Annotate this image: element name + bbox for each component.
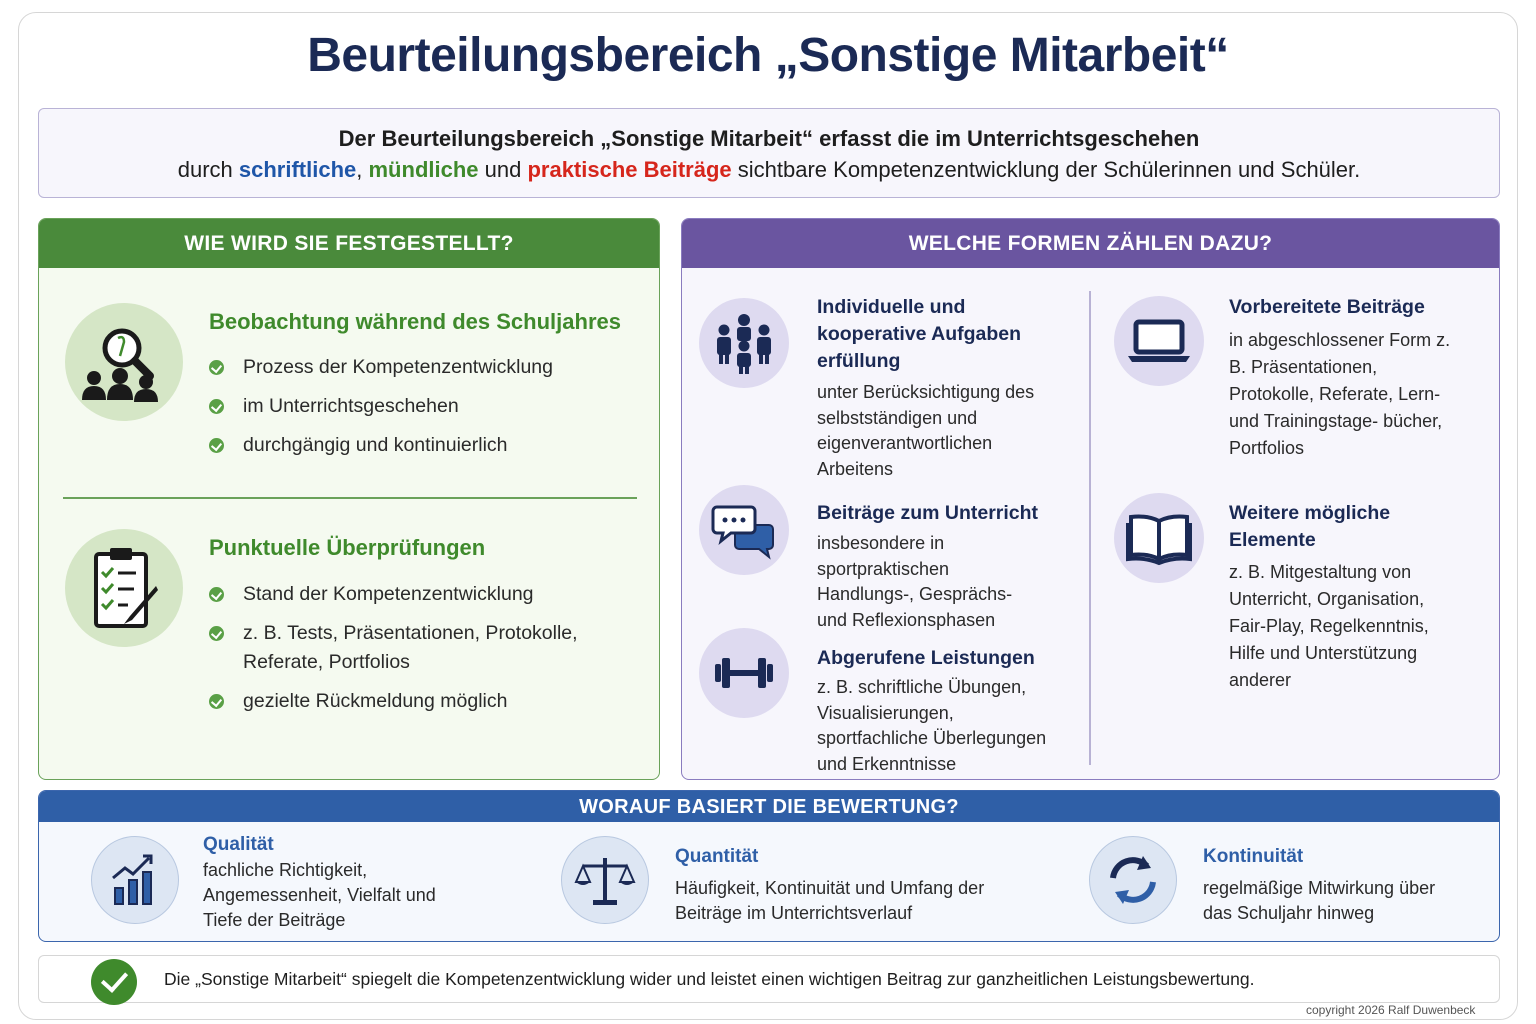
list-item — [209, 580, 629, 609]
check-bullet-icon — [209, 694, 224, 709]
requested-performance-title: Abgerufene Leistungen — [817, 647, 1035, 669]
dumbbell-icon — [699, 628, 789, 718]
check-bullet-icon — [209, 438, 224, 453]
intro-text-and: und — [478, 157, 528, 182]
checklist-clipboard-icon — [65, 529, 183, 647]
quantity-text: Häufigkeit, Kontinuität und Umfang der Beiträge im Unterrichtsverlauf — [675, 878, 985, 923]
continuity-text: regelmäßige Mitwirkung über das Schuljahr hinweg — [1203, 878, 1436, 923]
evaluation-basis-header: WORAUF BASIERT DIE BEWERTUNG? — [39, 791, 1499, 822]
column-divider — [1089, 291, 1091, 765]
quality-title: Qualität — [203, 834, 274, 855]
laptop-icon — [1114, 296, 1204, 386]
intro-text-pre: durch — [177, 157, 239, 182]
checkmark-icon — [91, 959, 137, 1005]
list-item — [209, 687, 629, 716]
list-item-text: durchgängig und kontinuierlich — [243, 434, 508, 456]
intro-text-post: sichtbare Kompetenzentwicklung der Schülerinnen und Schüler. — [731, 157, 1361, 182]
class-contributions-text: insbesondere in sportpraktischen Handlungs-, Gesprächs- und Reflexionsphasen — [817, 533, 1013, 630]
bar-chart-growth-icon — [91, 836, 179, 924]
continuity-title: Kontinuität — [1203, 846, 1304, 867]
individual-tasks-text: unter Berücksichtigung des selbstständigen und eigenverantwortlichen Arbeitens — [817, 382, 1035, 479]
spot-check-list — [209, 580, 629, 726]
observation-list — [209, 353, 553, 470]
conclusion-box — [38, 955, 1500, 1003]
prepared-contributions-text: in abgeschlossener Form z. B. Präsentationen, Protokolle, Referate, Lern- und Trainingstage- bücher, Portfolios — [1229, 330, 1451, 458]
intro-oral: mündliche — [368, 157, 479, 182]
further-elements-title: Weitere mögliche Elemente — [1229, 502, 1391, 551]
assessment-method-panel — [38, 218, 660, 780]
prepared-contributions-title: Vorbereitete Beiträge — [1229, 296, 1425, 318]
class-contributions-title: Beiträge zum Unterricht — [817, 502, 1039, 524]
further-elements-text: z. B. Mitgestaltung von Unterricht, Organisation, Fair-Play, Regelkenntnis, Hilfe und Unterstützung anderer — [1229, 562, 1429, 690]
copyright-note: copyright 2026 Ralf Duwenbeck — [1306, 1003, 1476, 1017]
section-divider — [63, 497, 637, 499]
list-item-text: Prozess der Kompetenzentwicklung — [243, 356, 553, 378]
group-people-icon — [699, 298, 789, 388]
speech-bubbles-icon — [699, 485, 789, 575]
quality-text: fachliche Richtigkeit, Angemessenheit, Vielfalt und Tiefe der Beiträge — [203, 860, 436, 930]
list-item-text: z. B. Tests, Präsentationen, Protokolle, Referate, Portfolios — [243, 622, 578, 673]
list-item — [209, 353, 553, 382]
intro-practical: praktische Beiträge — [527, 157, 732, 182]
open-book-icon — [1114, 493, 1204, 583]
quantity-title: Quantität — [675, 846, 759, 867]
check-bullet-icon — [209, 626, 224, 641]
conclusion-text: Die „Sonstige Mitarbeit“ spiegelt die Kompetenzentwicklung wider und leistet einen wichtigen Beitrag zur ganzheitlichen Leistungsbewertung. — [164, 969, 1255, 989]
requested-performance-text: z. B. schriftliche Übungen, Visualisierungen, sportfachliche Überlegungen und Erkenntnisse — [817, 677, 1047, 774]
list-item-text: gezielte Rückmeldung möglich — [243, 690, 508, 712]
spot-check-title: Punktuelle Überprüfungen — [209, 535, 486, 560]
forms-header: WELCHE FORMEN ZÄHLEN DAZU? — [682, 219, 1499, 268]
list-item — [209, 431, 553, 460]
list-item — [209, 619, 629, 677]
check-bullet-icon — [209, 360, 224, 375]
intro-box — [38, 108, 1500, 198]
balance-scale-icon — [561, 836, 649, 924]
magnifier-audience-icon — [65, 303, 183, 421]
intro-text-comma: , — [356, 157, 369, 182]
list-item — [209, 392, 553, 421]
intro-written: schriftliche — [238, 157, 357, 182]
intro-line-2 — [39, 154, 1499, 185]
page-title: Beurteilungsbereich „Sonstige Mitarbeit“ — [307, 29, 1229, 82]
list-item-text: Stand der Kompetenzentwicklung — [243, 583, 534, 605]
list-item-text: im Unterrichtsgeschehen — [243, 395, 459, 417]
evaluation-basis-panel — [38, 790, 1500, 942]
cycle-arrows-icon — [1089, 836, 1177, 924]
check-bullet-icon — [209, 587, 224, 602]
observation-title: Beobachtung während des Schuljahres — [209, 309, 621, 334]
intro-line-1: Der Beurteilungsbereich „Sonstige Mitarbeit“ erfasst die im Unterrichtsgeschehen — [338, 126, 1200, 151]
individual-tasks-title: Individuelle und kooperative Aufgaben erfüllung — [817, 296, 1022, 372]
forms-panel — [681, 218, 1500, 780]
assessment-method-header: WIE WIRD SIE FESTGESTELLT? — [39, 219, 659, 268]
check-bullet-icon — [209, 399, 224, 414]
